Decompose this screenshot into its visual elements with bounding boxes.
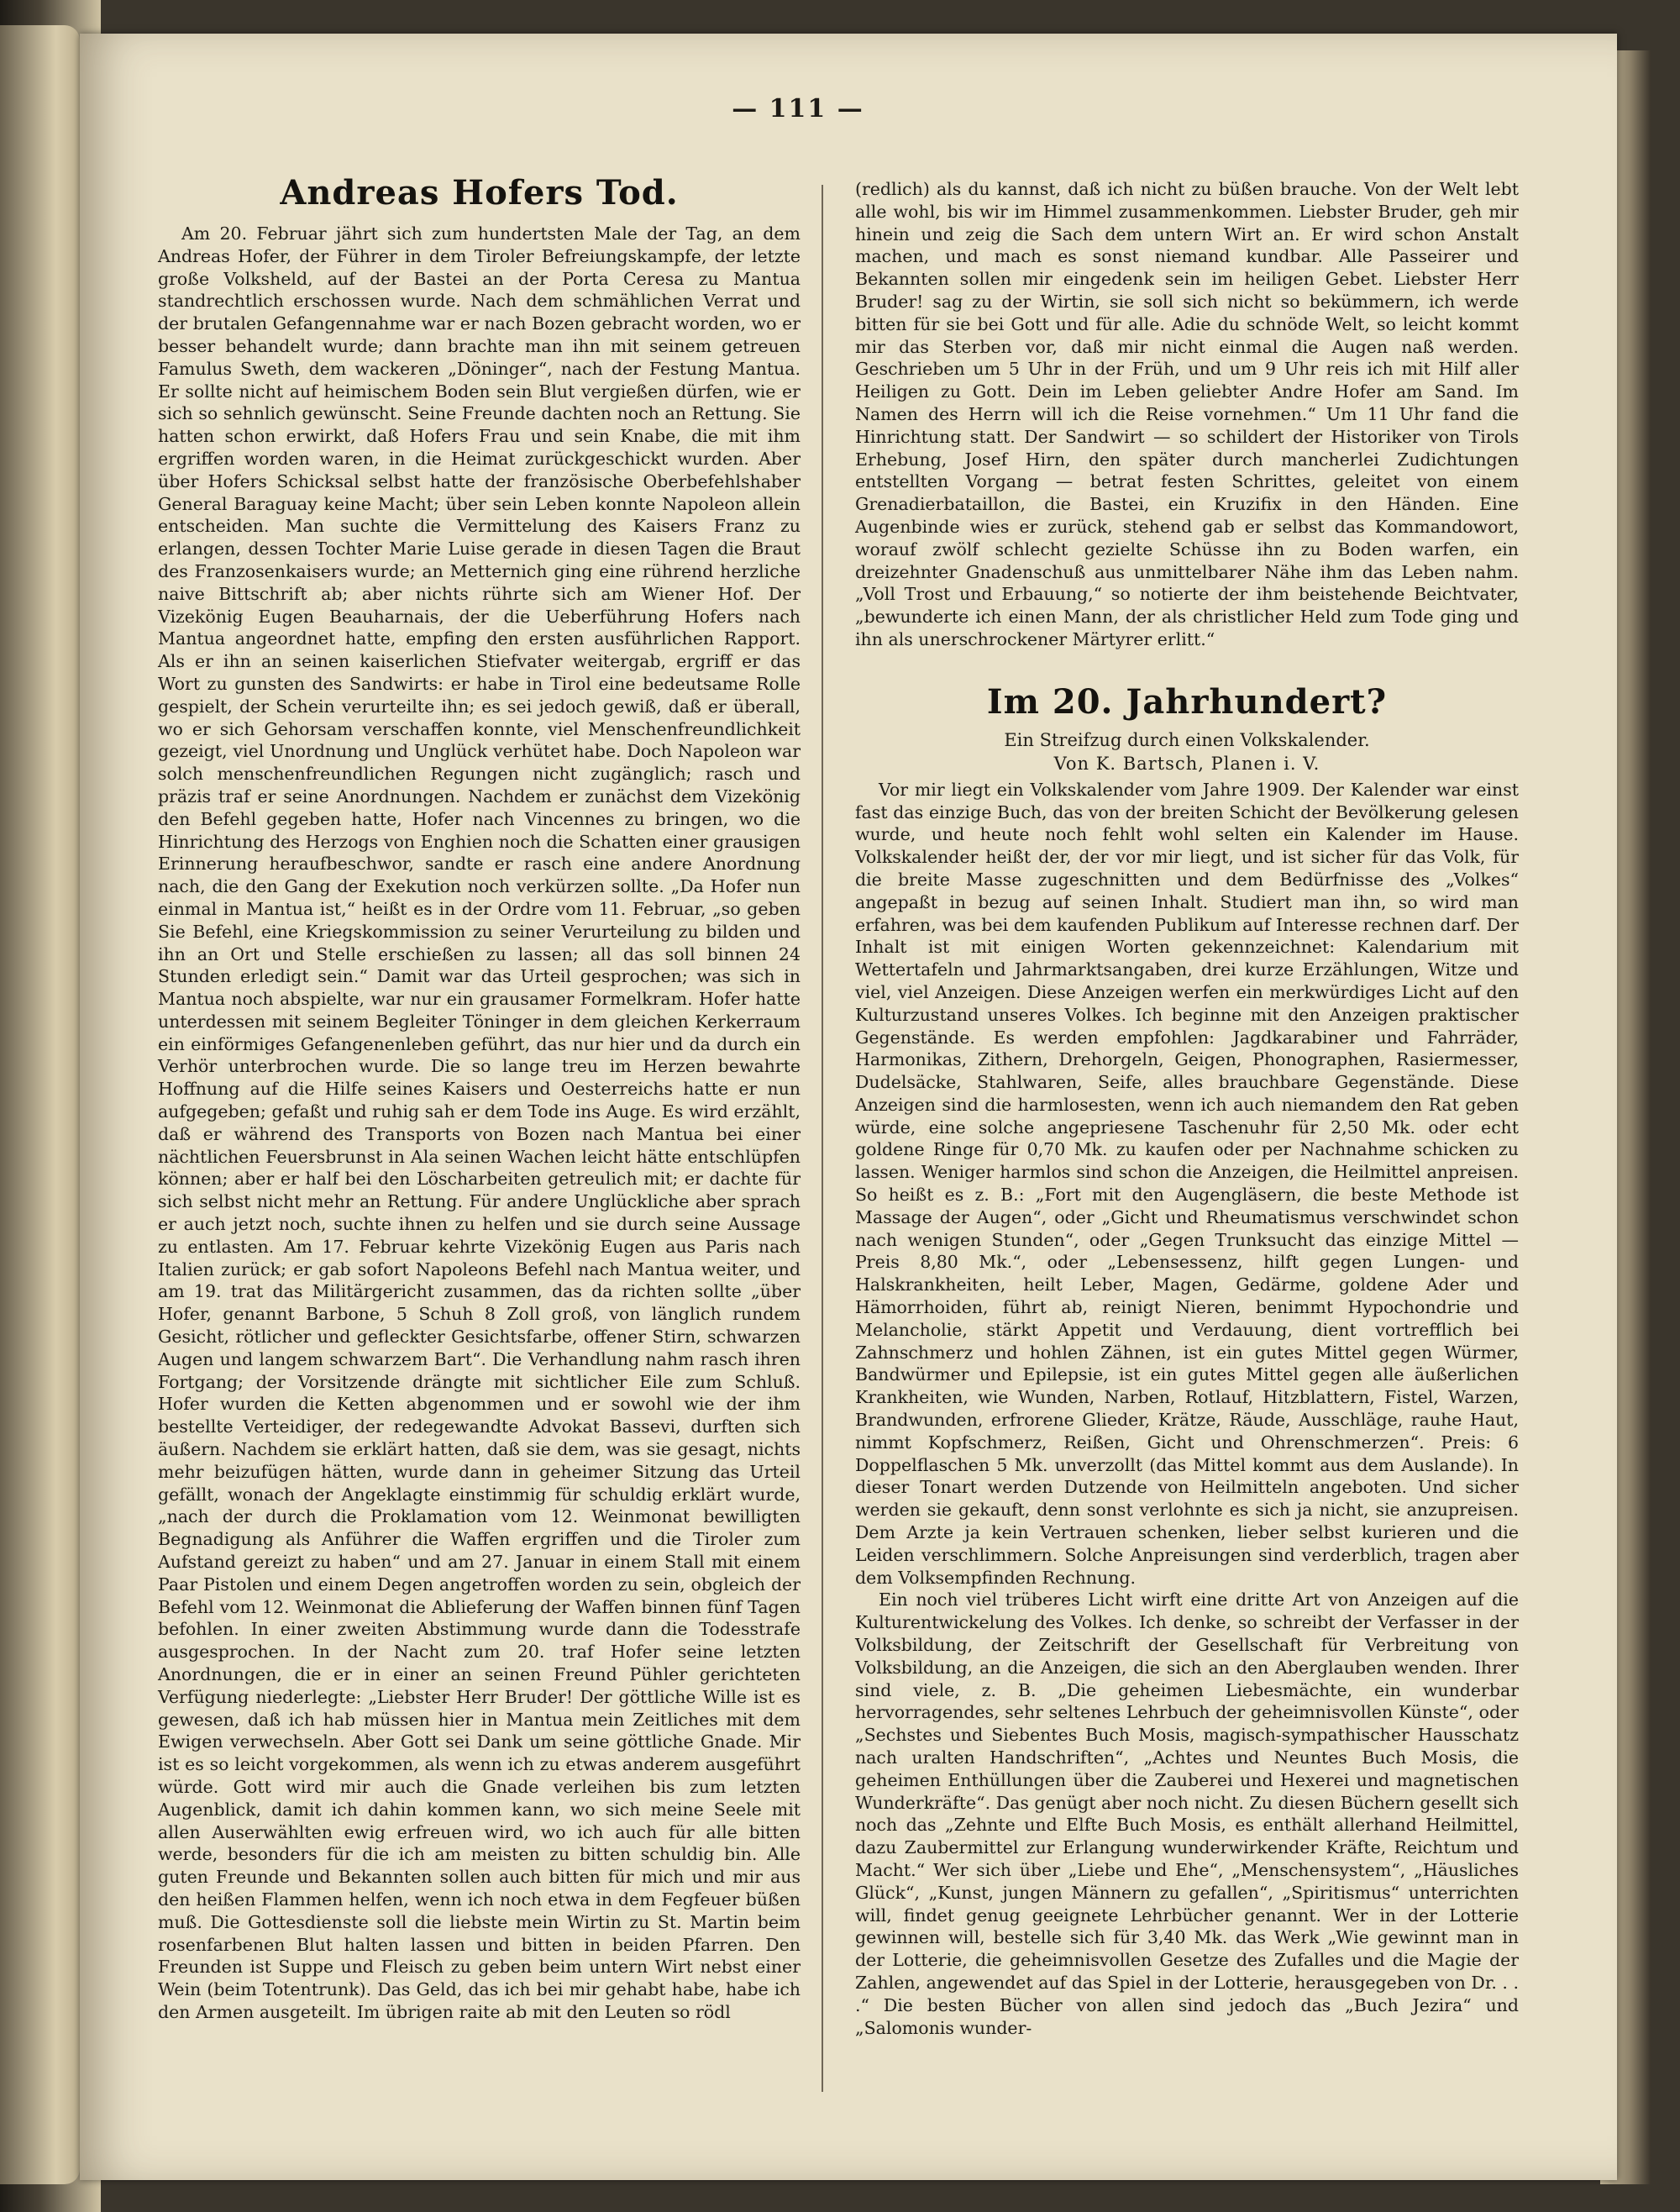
article-paragraph: Ein noch viel trüberes Licht wirft eine dritte Art von Anzeigen auf die Kulturentwickelung des Volkes. Ich denke, so schreibt der Verfasser in der Volksbildung, der Zeitschrift der Gesellschaft für Verbreitung von Volksbildung, an die Anzeigen, die sich an den Aberglauben wenden. Ihrer sind viele, z. B. „Die geheimen Liebesmächte, ein wunderbar hervorragendes, sehr seltenes Lehrbuch der geheimnisvollen Künste“, oder „Sechstes und Siebentes Buch Mosis, magisch-sympathischer Hausschatz nach uralten Handschriften“, „Achtes und Neuntes Buch Mosis, die geheimen Enthüllungen über die Zauberei und Hexerei und magnetischen Wunderkräfte“. Das genügt aber noch nicht. Zu diesen Büchern gesellt sich noch das „Zehnte und Elfte Buch Mosis, es enthält allerhand Heilmittel, dazu Zaubermittel zur Erlangung wunderwirkender Kräfte, Reichtum und Macht.“ Wer sich über „Liebe und Ehe“, „Menschensystem“, „Häusliches Glück“, „Kunst, jungen Männern zu gefallen“, „Spiritismus“ unterrichten will, findet genug geeignete Lehrbücher genannt. Wer in der Lotterie gewinnen will, bestelle sich für 3,40 Mk. das Werk „Wie gewinnt man in der Lotterie, die geheimnisvollen Gesetze des Zufalles und die Magie der Zahlen, angewendet auf das Spiel in der Lotterie, herausgegeben von Dr. . . .“ Die besten Bücher von allen sind jedoch das „Buch Jezira“ und „Salomonis wunder- — [855, 1589, 1519, 2038]
page-number: — 111 — — [732, 94, 864, 123]
article-subtitle: Ein Streifzug durch einen Volkskalender. — [1004, 729, 1370, 750]
facing-page-edge — [0, 25, 80, 2184]
right-column — [855, 178, 1519, 2039]
article-paragraph: Vor mir liegt ein Volkskalender vom Jahre 1909. Der Kalender war einst fast das einzige Buch, das von der breiten Schicht der Bevölkerung gelesen wurde, und heute noch fehlt wohl selten ein Kalender im Hause. Volkskalender heißt der, der vor mir liegt, und ist sicher für das Volk, für die breite Masse zugeschnitten und dem Bedürfnisse des „Volkes“ angepaßt in bezug auf seinen Inhalt. Studiert man ihn, so wird man erfahren, was bei dem kaufenden Publikum auf Interesse rechnen darf. Der Inhalt ist mit einigen Worten gekennzeichnet: Kalendarium mit Wettertafeln und Jahrmarktsangaben, drei kurze Erzählungen, Witze und viel, viel Anzeigen. Diese Anzeigen werfen ein merkwürdiges Licht auf den Kulturzustand unseres Volkes. Ich beginne mit den Anzeigen praktischer Gegenstände. Es werden empfohlen: Jagdkarabiner und Fahrräder, Harmonikas, Zithern, Drehorgeln, Geigen, Phonographen, Rasiermesser, Dudelsäcke, Stahlwaren, Seife, alles brauchbare Gegenstände. Diese Anzeigen sind die harmlosesten, wenn ich auch niemandem den Rat geben würde, eine solche angepriesene Taschenuhr für 2,50 Mk. oder echt goldene Ringe für 0,70 Mk. zu kaufen oder per Nachnahme schicken zu lassen. Weniger harmlos sind schon die Anzeigen, die Heilmittel anpreisen. So heißt es z. B.: „Fort mit den Augengläsern, die beste Methode ist Massage der Augen“, oder „Gicht und Rheumatismus verschwindet schon nach wenigen Stunden“, oder „Gegen Trunksucht das einzige Mittel — Preis 8,80 Mk.“, oder „Lebensessenz, hilft gegen Lungen- und Halskrankheiten, heilt Leber, Magen, Gedärme, goldene Ader und Hämorrhoiden, führt ab, reinigt Nieren, benimmt Hypochondrie und Melancholie, stärkt Appetit und Verdauung, dient vortrefflich bei Zahnschmerz und hohlen Zähnen, ist ein gutes Mittel gegen Würmer, Bandwürmer und Epilepsie, ist ein gutes Mittel gegen alle äußerlichen Krankheiten, wie Wunden, Narben, Rotlauf, Hitzblattern, Fistel, Warzen, Brandwunden, erfrorene Glieder, Krätze, Räude, Ausschläge, rauhe Haut, nimmt Kopfschmerz, Reißen, Gicht und Ohrenschmerzen“. Preis: 6 Doppelflaschen 5 Mk. unverzollt (das Mittel kommt aus dem Auslande). In dieser Tonart werden Dutzende von Heilmitteln angeboten. Und sicher werden sie gekauft, denn sonst verlohnte es sich ja nicht, sie anzupreisen. Dem Arzte ja kein Vertrauen schenken, lieber selbst kurieren und die Leiden verschlimmern. Solche Anpreisungen sind verderblich, tragen aber dem Volksempfinden Rechnung. — [855, 779, 1519, 1588]
left-column — [158, 172, 801, 2024]
column-divider — [822, 185, 823, 2092]
article-paragraph: Am 20. Februar jährt sich zum hundertsten Male der Tag, an dem Andreas Hofer, der Führer in dem Tiroler Befreiungskampfe, der letzte große Volksheld, auf der Bastei an der Porta Ceresa zu Mantua standrechtlich erschossen wurde. Nach dem schmählichen Verrat und der brutalen Gefangennahme war er nach Bozen gebracht worden, wo er besser behandelt wurde; dann brachte man ihn mit seinem getreuen Famulus Sweth, dem wackeren „Döninger“, nach der Festung Mantua. Er sollte nicht auf heimischem Boden sein Blut vergießen dürfen, wie er sich so sehnlich gewünscht. Seine Freunde dachten noch an Rettung. Sie hatten schon erwirkt, daß Hofers Frau und sein Knabe, die mit ihm ergriffen worden waren, in die Heimat zurückgeschickt wurden. Aber über Hofers Schicksal selbst hatte der französische Oberbefehlshaber General Baraguay keine Macht; über sein Leben konnte Napoleon allein entscheiden. Man suchte die Vermittelung des Kaisers Franz zu erlangen, dessen Tochter Marie Luise gerade in diesen Tagen die Braut des Franzosenkaisers wurde; an Metternich ging eine rührend herzliche naive Bittschrift ab; aber nichts rührte sich am Wiener Hof. Der Vizekönig Eugen Beauharnais, der die Ueberführung Hofers nach Mantua angeordnet hatte, empfing den ersten ausführlichen Rapport. Als er ihn an seinen kaiserlichen Stiefvater weitergab, ergriff er das Wort zu gunsten des Sandwirts: er habe in Tirol eine bedeutsame Rolle gespielt, der Schein verurteilte ihn; es sei jedoch gewiß, daß er überall, wo er sich Gehorsam verschaffen konnte, viel Menschenfreundlichkeit gezeigt, viel Unordnung und Unglück verhütet habe. Doch Napoleon war solch menschenfreundlichen Regungen nicht zugänglich; rasch und präzis traf er seine Anordnungen. Nachdem er zunächst dem Vizekönig den Befehl gegeben hatte, Hofer nach Vincennes zu bringen, wo die Hinrichtung des Herzogs von Enghien noch die Schatten einer grausigen Erinnerung heraufbeschwor, sandte er rasch eine andere Anordnung nach, die den Gang der Exekution noch verkürzen sollte. „Da Hofer nun einmal in Mantua ist,“ heißt es in der Ordre vom 11. Februar, „so geben Sie Befehl, eine Kriegskommission zu seiner Verurteilung zu bilden und ihn an Ort und Stelle erschießen zu lassen; all das soll binnen 24 Stunden erledigt sein.“ Damit war das Urteil gesprochen; was sich in Mantua noch abspielte, war nur ein grausamer Formelkram. Hofer hatte unterdessen mit seinem Begleiter Töninger in dem gleichen Kerkerraum ein einförmiges Gefangenenleben geführt, das nur hier und da durch ein Verhör unterbrochen wurde. Die so lange treu im Herzen bewahrte Hoffnung auf die Hilfe seines Kaisers und Oesterreichs hatte er nun aufgegeben; gefaßt und ruhig sah er dem Tode ins Auge. Es wird erzählt, daß er während des Transports von Bozen nach Mantua bei einer nächtlichen Feuersbrunst in Ala seinen Wachen leicht hätte entschlüpfen können; aber er half bei den Löscharbeiten getreulich mit; er dachte für sich selbst nicht mehr an Rettung. Für andere Unglückliche aber sprach er auch jetzt noch, suchte ihnen zu helfen und sie durch seine Aussage zu entlasten. Am 17. Februar kehrte Vizekönig Eugen aus Paris nach Italien zurück; er gab sofort Napoleons Befehl nach Mantua weiter, und am 19. trat das Militärgericht zusammen, das da richten sollte „über Hofer, genannt Barbone, 5 Schuh 8 Zoll groß, von länglich rundem Gesicht, rötlicher und gefleckter Gesichtsfarbe, offener Stirn, schwarzen Augen und langem schwarzem Bart“. Die Verhandlung nahm rasch ihren Fortgang; der Vorsitzende drängte mit sichtlicher Eile zum Schluß. Hofer wurden die Ketten abgenommen und er sowohl wie der ihm bestellte Verteidiger, der redegewandte Advokat Bassevi, durften sich äußern. Nachdem sie erklärt hatten, daß sie dem, was sie gesagt, nichts mehr beizufügen hätten, wurde dann in geheimer Sitzung das Urteil gefällt, wonach der Angeklagte einstimmig für schuldig erklärt wurde, „nach der durch die Proklamation vom 12. Weinmonat bewilligten Begnadigung als Anführer die Waffen ergriffen und die Tiroler zum Aufstand gereizt zu haben“ und am 27. Januar in einem Stall mit einem Paar Pistolen und einem Degen angetroffen worden zu sein, obgleich der Befehl vom 12. Weinmonat die Ablieferung der Waffen binnen fünf Tagen befohlen. In einer zweiten Abstimmung wurde dann die Todesstrafe ausgesprochen. In der Nacht zum 20. traf Hofer seine letzten Anordnungen, die er in einer an seinen Freund Pühler gerichteten Verfügung niederlegte: „Liebster Herr Bruder! Der göttliche Wille ist es gewesen, daß ich hab müssen hier in Mantua mein Zeitliches mit dem Ewigen verwechseln. Aber Gott sei Dank um seine göttliche Gnade. Mir ist es so leicht vorgekommen, als wenn ich zu etwas anderem ausgeführt würde. Gott wird mir auch die Gnade verleihen bis zum letzten Augenblick, damit ich dahin kommen kann, wo sich meine Seele mit allen Auserwählten ewig erfreuen wird, wo ich auch für alle bitten werde, besonders für die ich am meisten zu bitten schuldig bin. Alle guten Freunde und Bekannten sollen auch bitten für mich und mir aus den heißen Flammen helfen, wenn ich noch etwa in dem Fegfeuer büßen muß. Die Gottesdienste soll die liebste mein Wirtin zu St. Martin beim rosenfarbenen Blut halten lassen und bitten in beiden Pfarren. Den Freunden ist Suppe und Fleisch zu geben beim untern Wirt nebst einer Wein (beim Totentrunk). Das Geld, das ich bei mir gehabt habe, habe ich den Armen ausgeteilt. Im übrigen raite ab mit den Leuten so rödl — [158, 223, 801, 2022]
article-byline: Von K. Bartsch, Planen i. V. — [1053, 753, 1320, 774]
article-title-hofer: Andreas Hofers Tod. — [280, 173, 679, 213]
article-title-jahrhundert: Im 20. Jahrhundert? — [986, 681, 1388, 722]
article-continuation: (redlich) als du kannst, daß ich nicht zu büßen brauche. Von der Welt lebt alle wohl, bis wir im Himmel zusammenkommen. Liebster Bruder, geh mir hinein und zeig die Sach dem untern Wirt an. Er wird schon Anstalt machen, und mach es sonst niemand kundbar. Alle Passeirer und Bekannten sollen mir eingedenk sein im heiligen Gebet. Liebster Herr Bruder! sag zu der Wirtin, sie soll sich nicht so bekümmern, ich werde bitten für sie bei Gott und für alle. Adie du schnöde Welt, so leicht kommt mir das Sterben vor, daß mir nicht einmal die Augen naß werden. Geschrieben um 5 Uhr in der Früh, und um 9 Uhr reis ich mit Hilf aller Heiligen zu Gott. Dein im Leben geliebter Andre Hofer am Sand. Im Namen des Herrn will ich die Reise vornehmen.“ Um 11 Uhr fand die Hinrichtung statt. Der Sandwirt — so schildert der Historiker von Tirols Erhebung, Josef Hirn, den später durch mancherlei Zudichtungen entstellten Vorgang — betrat festen Schrittes, geleitet von einem Grenadierbataillon, die Bastei, ein Kruzifix in den Händen. Eine Augenbinde wies er zurück, stehend gab er selbst das Kommandowort, worauf zwölf schlecht gezielte Schüsse ihn zu Boden warfen, ein dreizehnter Gnadenschuß aus unmittelbarer Nähe ihm das Leben nahm. „Voll Trost und Erbauung,“ so notierte der ihm beistehende Beichtvater, „bewunderte ich einen Mann, der als christlicher Held zum Tode ging und ihn als unerschrockener Märtyrer erlitt.“ — [855, 179, 1519, 649]
